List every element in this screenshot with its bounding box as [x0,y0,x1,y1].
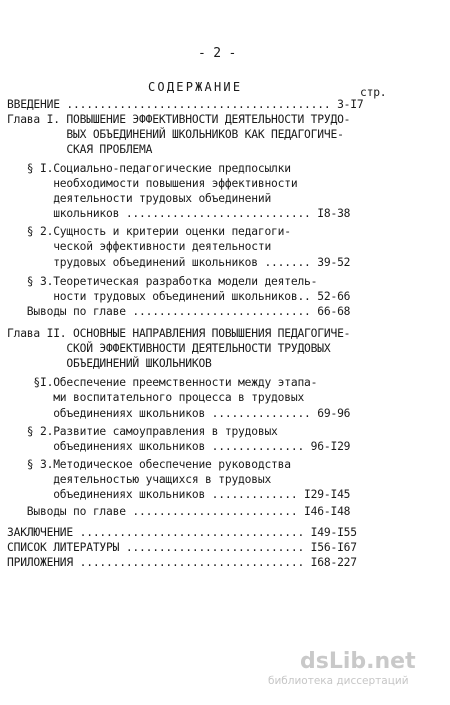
toc-line: §I.Обеспечение преемственности между этапа- [7,376,318,389]
watermark-caption: библиотека диссертаций [268,675,409,687]
page-column-label: стр. [360,86,387,99]
toc-line: СПИСОК ЛИТЕРАТУРЫ ........................... I56-I67 [7,541,357,554]
toc-line: § 3.Теоретическая разработка модели деятель- [7,275,318,288]
toc-line: ми воспитательного процесса в трудовых [7,391,305,404]
toc-line: необходимости повышения эффективности [7,177,298,190]
toc-line: § I.Социально-педагогические предпосылки [7,162,291,175]
toc-line: деятельности трудовых объединений [7,192,272,205]
toc-line: ности трудовых объединений школьников.. 52-66 [7,290,351,303]
toc-line: ЗАКЛЮЧЕНИЕ .................................. I49-I55 [7,526,357,539]
toc-line: СКАЯ ПРОБЛЕМА [7,143,153,156]
toc-line: § 3.Методическое обеспечение руководства [7,458,291,471]
toc-line: ОБЪЕДИНЕНИЙ ШКОЛЬНИКОВ [7,357,212,370]
toc-line: деятельностью учащихся в трудовых [7,473,272,486]
toc-line: Глава II. ОСНОВНЫЕ НАПРАВЛЕНИЯ ПОВЫШЕНИЯ ПЕДАГОГИЧЕ- [7,327,351,340]
toc-line: школьников ............................ I8-38 [7,207,351,220]
watermark [268,649,440,688]
toc-line: Выводы по главе ........................... 66-68 [7,305,351,318]
toc-line: объединениях школьников .............. 96-I29 [7,440,351,453]
toc-heading: СОДЕРЖАНИЕ [148,80,243,94]
toc-line: ческой эффективности деятельности [7,240,272,253]
toc-line: § 2.Сущность и критерии оценки педагоги- [7,225,291,238]
watermark-logo: dsLib.net [300,649,416,674]
toc-line: ВВЕДЕНИЕ ........................................ 3-I7 [7,98,364,111]
toc-line: объединениях школьников ............. I29-I45 [7,488,351,501]
page-number: - 2 - [198,46,237,61]
toc-line: § 2.Развитие самоуправления в трудовых [7,425,278,438]
toc-line: СКОЙ ЭФФЕКТИВНОСТИ ДЕЯТЕЛЬНОСТИ ТРУДОВЫХ [7,342,331,355]
toc-line: ПРИЛОЖЕНИЯ .................................. I68-227 [7,556,357,569]
toc-line: Выводы по главе ......................... I46-I48 [7,505,351,518]
toc-line: трудовых объединений школьников ....... 39-52 [7,256,351,269]
toc-line: ВЫХ ОБЪЕДИНЕНИЙ ШКОЛЬНИКОВ КАК ПЕДАГОГИЧЕ- [7,128,344,141]
toc-line: Глава I. ПОВЫШЕНИЕ ЭФФЕКТИВНОСТИ ДЕЯТЕЛЬНОСТИ ТРУДО- [7,113,351,126]
toc-line: объединениях школьников ............... 69-96 [7,407,351,420]
